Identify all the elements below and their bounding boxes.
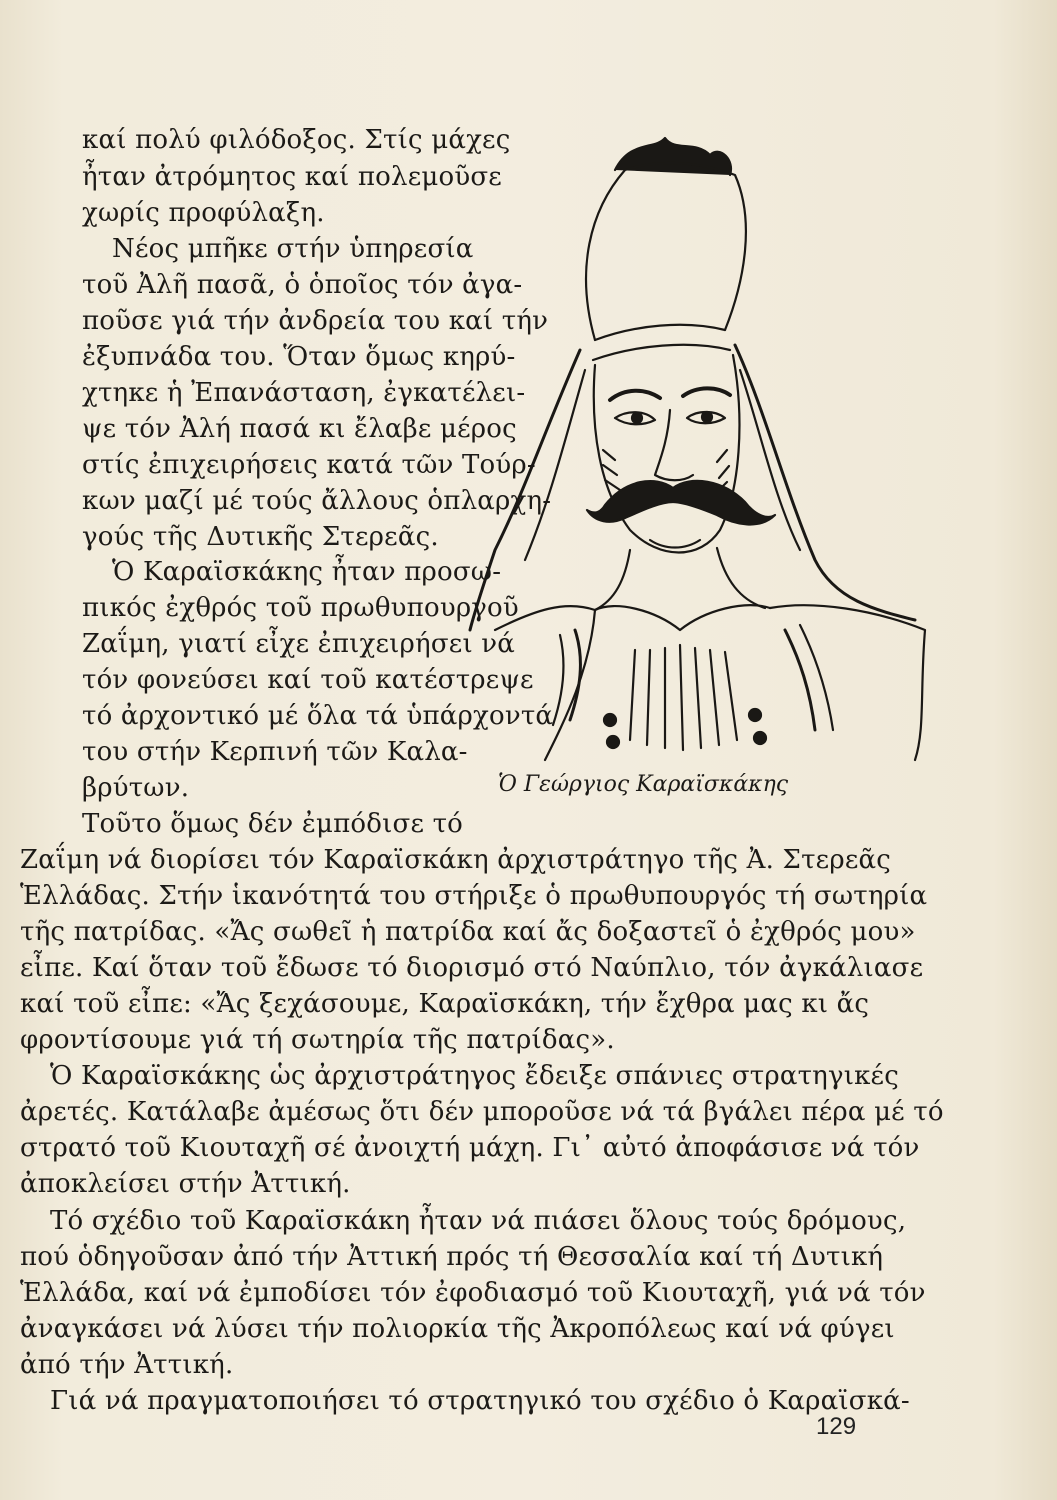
page-number: 129 (816, 1413, 857, 1440)
text-line: χτηκε ἡ Ἐπανάσταση, ἐγκατέλει- (82, 378, 526, 408)
text-line: πού ὁδηγοῦσαν ἀπό τήν Ἀττική πρός τή Θεσσαλία καί τή Δυτική (20, 1242, 884, 1272)
text-line: Ζαΐμη νά διορίσει τόν Καραϊσκάκη ἀρχιστράτηγο τῆς Ἀ. Στερεᾶς (20, 845, 892, 875)
text-line: χωρίς προφύλαξη. (82, 198, 325, 228)
text-line: ἀρετές. Κατάλαβε ἀμέσως ὅτι δέν μποροῦσε νά τά βγάλει πέρα μέ τό (20, 1097, 944, 1127)
text-line: βρύτων. (82, 773, 190, 803)
text-line: Γιά νά πραγματοποιήσει τό στρατηγικό του σχέδιο ὁ Καραϊσκά- (50, 1386, 910, 1416)
text-line: Ζαΐμη, γιατί εἶχε ἐπιχειρήσει νά (82, 629, 516, 659)
text-line: στρατό τοῦ Κιουταχῆ σέ ἀνοιχτή μάχη. Γι᾽ αὐτό ἀποφάσισε νά τόν (20, 1133, 920, 1163)
text-line: ἀναγκάσει νά λύσει τήν πολιορκία τῆς Ἀκροπόλεως καί νά φύγει (20, 1314, 895, 1344)
text-line: τό ἀρχοντικό μέ ὅλα τά ὑπάρχοντά (82, 701, 554, 731)
text-line: κων μαζί μέ τούς ἄλλους ὁπλαρχη- (82, 486, 552, 516)
text-line: Ὁ Καραϊσκάκης ὡς ἀρχιστράτηγος ἔδειξε σπάνιες στρατηγικές (50, 1061, 899, 1091)
text-line: στίς ἐπιχειρήσεις κατά τῶν Τούρ- (82, 450, 536, 480)
text-line: ἀποκλείσει στήν Ἀττική. (20, 1169, 351, 1199)
text-line: του στήν Κερπινή τῶν Καλα- (82, 737, 468, 767)
text-line: ἦταν ἀτρόμητος καί πολεμοῦσε (82, 162, 502, 192)
text-line: καί πολύ φιλόδοξος. Στίς μάχες (82, 125, 511, 155)
text-line: γούς τῆς Δυτικῆς Στερεᾶς. (82, 522, 439, 552)
text-line: εἶπε. Καί ὅταν τοῦ ἔδωσε τό διορισμό στό Ναύπλιο, τόν ἀγκάλιασε (20, 953, 924, 983)
text-line: ἐξυπνάδα του. Ὅταν ὅμως κηρύ- (82, 342, 516, 372)
text-line: ποῦσε γιά τήν ἀνδρεία του καί τήν (82, 306, 549, 336)
text-line: ψε τόν Ἀλή πασά κι ἔλαβε μέρος (82, 414, 517, 444)
text-line: Ἑλλάδα, καί νά ἐμποδίσει τόν ἐφοδιασμό τοῦ Κιουταχῆ, γιά νά τόν (20, 1278, 926, 1308)
portrait-illustration (455, 130, 935, 770)
portrait-caption: Ὁ Γεώργιος Καραϊσκάκης (498, 772, 789, 797)
text-line: Ὁ Καραϊσκάκης ἦταν προσω- (112, 557, 502, 587)
text-line: φροντίσουμε γιά τή σωτηρία τῆς πατρίδας». (20, 1025, 615, 1055)
text-line: ἀπό τήν Ἀττική. (20, 1350, 234, 1380)
text-line: Τό σχέδιο τοῦ Καραϊσκάκη ἦταν νά πιάσει ὅλους τούς δρόμους, (50, 1206, 907, 1236)
text-line: Τοῦτο ὅμως δέν ἐμπόδισε τό (82, 809, 464, 839)
text-line: καί τοῦ εἶπε: «Ἄς ξεχάσουμε, Καραϊσκάκη, τήν ἔχθρα μας κι ἄς (20, 989, 870, 1019)
text-line: πικός ἐχθρός τοῦ πρωθυπουργοῦ (82, 593, 519, 623)
text-line: Ἑλλάδας. Στήν ἱκανότητά του στήριξε ὁ πρωθυπουργός τή σωτηρία (20, 881, 928, 911)
text-line: Νέος μπῆκε στήν ὑπηρεσία (112, 234, 474, 264)
text-line: τῆς πατρίδας. «Ἄς σωθεῖ ἡ πατρίδα καί ἄς δοξαστεῖ ὁ ἐχθρός μου» (20, 917, 916, 947)
text-line: τοῦ Ἀλῆ πασᾶ, ὁ ὁποῖος τόν ἀγα- (82, 270, 523, 300)
text-line: τόν φονεύσει καί τοῦ κατέστρεψε (82, 665, 534, 695)
